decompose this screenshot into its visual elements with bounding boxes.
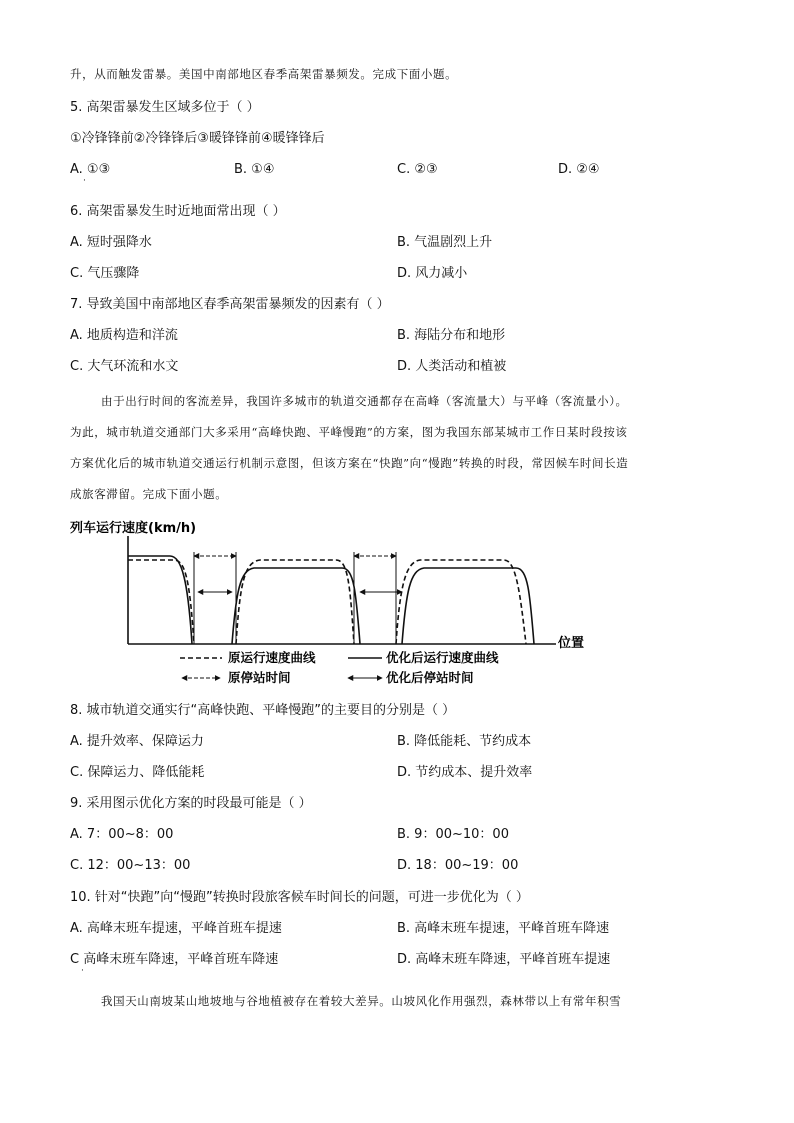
question-6-stem: 6. 高架雷暴发生时近地面常出现（ ） xyxy=(70,204,286,219)
question-9-option-a[interactable]: A. 7：00~8：00 xyxy=(70,827,174,842)
question-5-option-d[interactable]: D. ②④ xyxy=(558,162,600,177)
question-10-stem: 10. 针对“快跑”向“慢跑”转换时段旅客候车时间长的问题，可进一步优化为（ ） xyxy=(70,890,529,905)
passage-text: 升，从而触发雷暴。美国中南部地区春季高架雷暴频发。完成下面小题。 xyxy=(70,67,458,81)
question-5-option-c[interactable]: C. ②③ xyxy=(397,162,438,177)
question-5-choice-list: ①冷锋锋前②冷锋锋后③暖锋锋前④暖锋锋后 xyxy=(70,131,325,146)
question-5-option-b[interactable]: B. ①④ xyxy=(234,162,275,177)
legend-original-curve-label: 原运行速度曲线 xyxy=(228,650,316,665)
passage-text: 我国天山南坡某山地坡地与谷地植被存在着较大差异。山坡风化作用强烈，森林带以上有常年积雪 xyxy=(101,994,622,1008)
question-9-stem: 9. 采用图示优化方案的时段最可能是（ ） xyxy=(70,796,312,811)
legend-optimized-stop-label: 优化后停站时间 xyxy=(386,670,474,685)
question-8-option-d[interactable]: D. 节约成本、提升效率 xyxy=(397,765,533,780)
question-5-option-a[interactable]: A. ①③ xyxy=(70,162,111,177)
question-8-option-a[interactable]: A. 提升效率、保障运力 xyxy=(70,734,204,749)
question-6-option-c[interactable]: C. 气压骤降 xyxy=(70,266,140,281)
y-axis-label: 列车运行速度(km/h) xyxy=(70,521,197,536)
question-9-option-d[interactable]: D. 18：00~19：00 xyxy=(397,858,519,873)
question-7-option-d[interactable]: D. 人类活动和植被 xyxy=(397,359,507,374)
train-speed-diagram xyxy=(70,512,610,692)
optimized-speed-curve xyxy=(128,556,534,644)
legend-original-stop-label: 原停站时间 xyxy=(228,670,291,685)
question-6-option-a[interactable]: A. 短时强降水 xyxy=(70,235,152,250)
question-8-option-b[interactable]: B. 降低能耗、节约成本 xyxy=(397,734,532,749)
question-9-option-c[interactable]: C. 12：00~13：00 xyxy=(70,858,191,873)
question-6-option-d[interactable]: D. 风力减小 xyxy=(397,266,468,281)
question-9-option-b[interactable]: B. 9：00~10：00 xyxy=(397,827,509,842)
question-7-option-c[interactable]: C. 大气环流和水文 xyxy=(70,359,179,374)
question-6-option-b[interactable]: B. 气温剧烈上升 xyxy=(397,235,493,250)
passage-text: 方案优化后的城市轨道交通运行机制示意图，但该方案在“快跑”向“慢跑”转换的时段，常因候车时间长造 xyxy=(70,456,629,470)
legend-optimized-curve-label: 优化后运行速度曲线 xyxy=(386,650,499,665)
passage-text: 成旅客滞留。完成下面小题。 xyxy=(70,487,228,501)
question-7-stem: 7. 导致美国中南部地区春季高架雷暴频发的因素有（ ） xyxy=(70,297,390,312)
question-5-stem: 5. 高架雷暴发生区域多位于（ ） xyxy=(70,100,260,115)
question-10-option-b[interactable]: B. 高峰末班车提速，平峰首班车降速 xyxy=(397,921,610,936)
question-7-option-a[interactable]: A. 地质构造和洋流 xyxy=(70,328,178,343)
stray-dot: · xyxy=(83,176,86,186)
question-7-option-b[interactable]: B. 海陆分布和地形 xyxy=(397,328,506,343)
question-10-option-d[interactable]: D. 高峰末班车降速，平峰首班车提速 xyxy=(397,952,611,967)
question-10-option-c[interactable]: C 高峰末班车降速，平峰首班车降速 xyxy=(70,952,279,967)
passage-text: 为此，城市轨道交通部门大多采用“高峰快跑、平峰慢跑”的方案，图为我国东部某城市工作日某时段按该 xyxy=(70,425,628,439)
x-axis-label: 位置 xyxy=(558,636,585,651)
stray-dot: · xyxy=(81,966,84,976)
passage-text: 由于出行时间的客流差异，我国许多城市的轨道交通都存在高峰（客流量大）与平峰（客流量小）。 xyxy=(101,394,628,408)
question-10-option-a[interactable]: A. 高峰末班车提速，平峰首班车提速 xyxy=(70,921,282,936)
question-8-stem: 8. 城市轨道交通实行“高峰快跑、平峰慢跑”的主要目的分别是（ ） xyxy=(70,703,456,718)
question-8-option-c[interactable]: C. 保障运力、降低能耗 xyxy=(70,765,205,780)
